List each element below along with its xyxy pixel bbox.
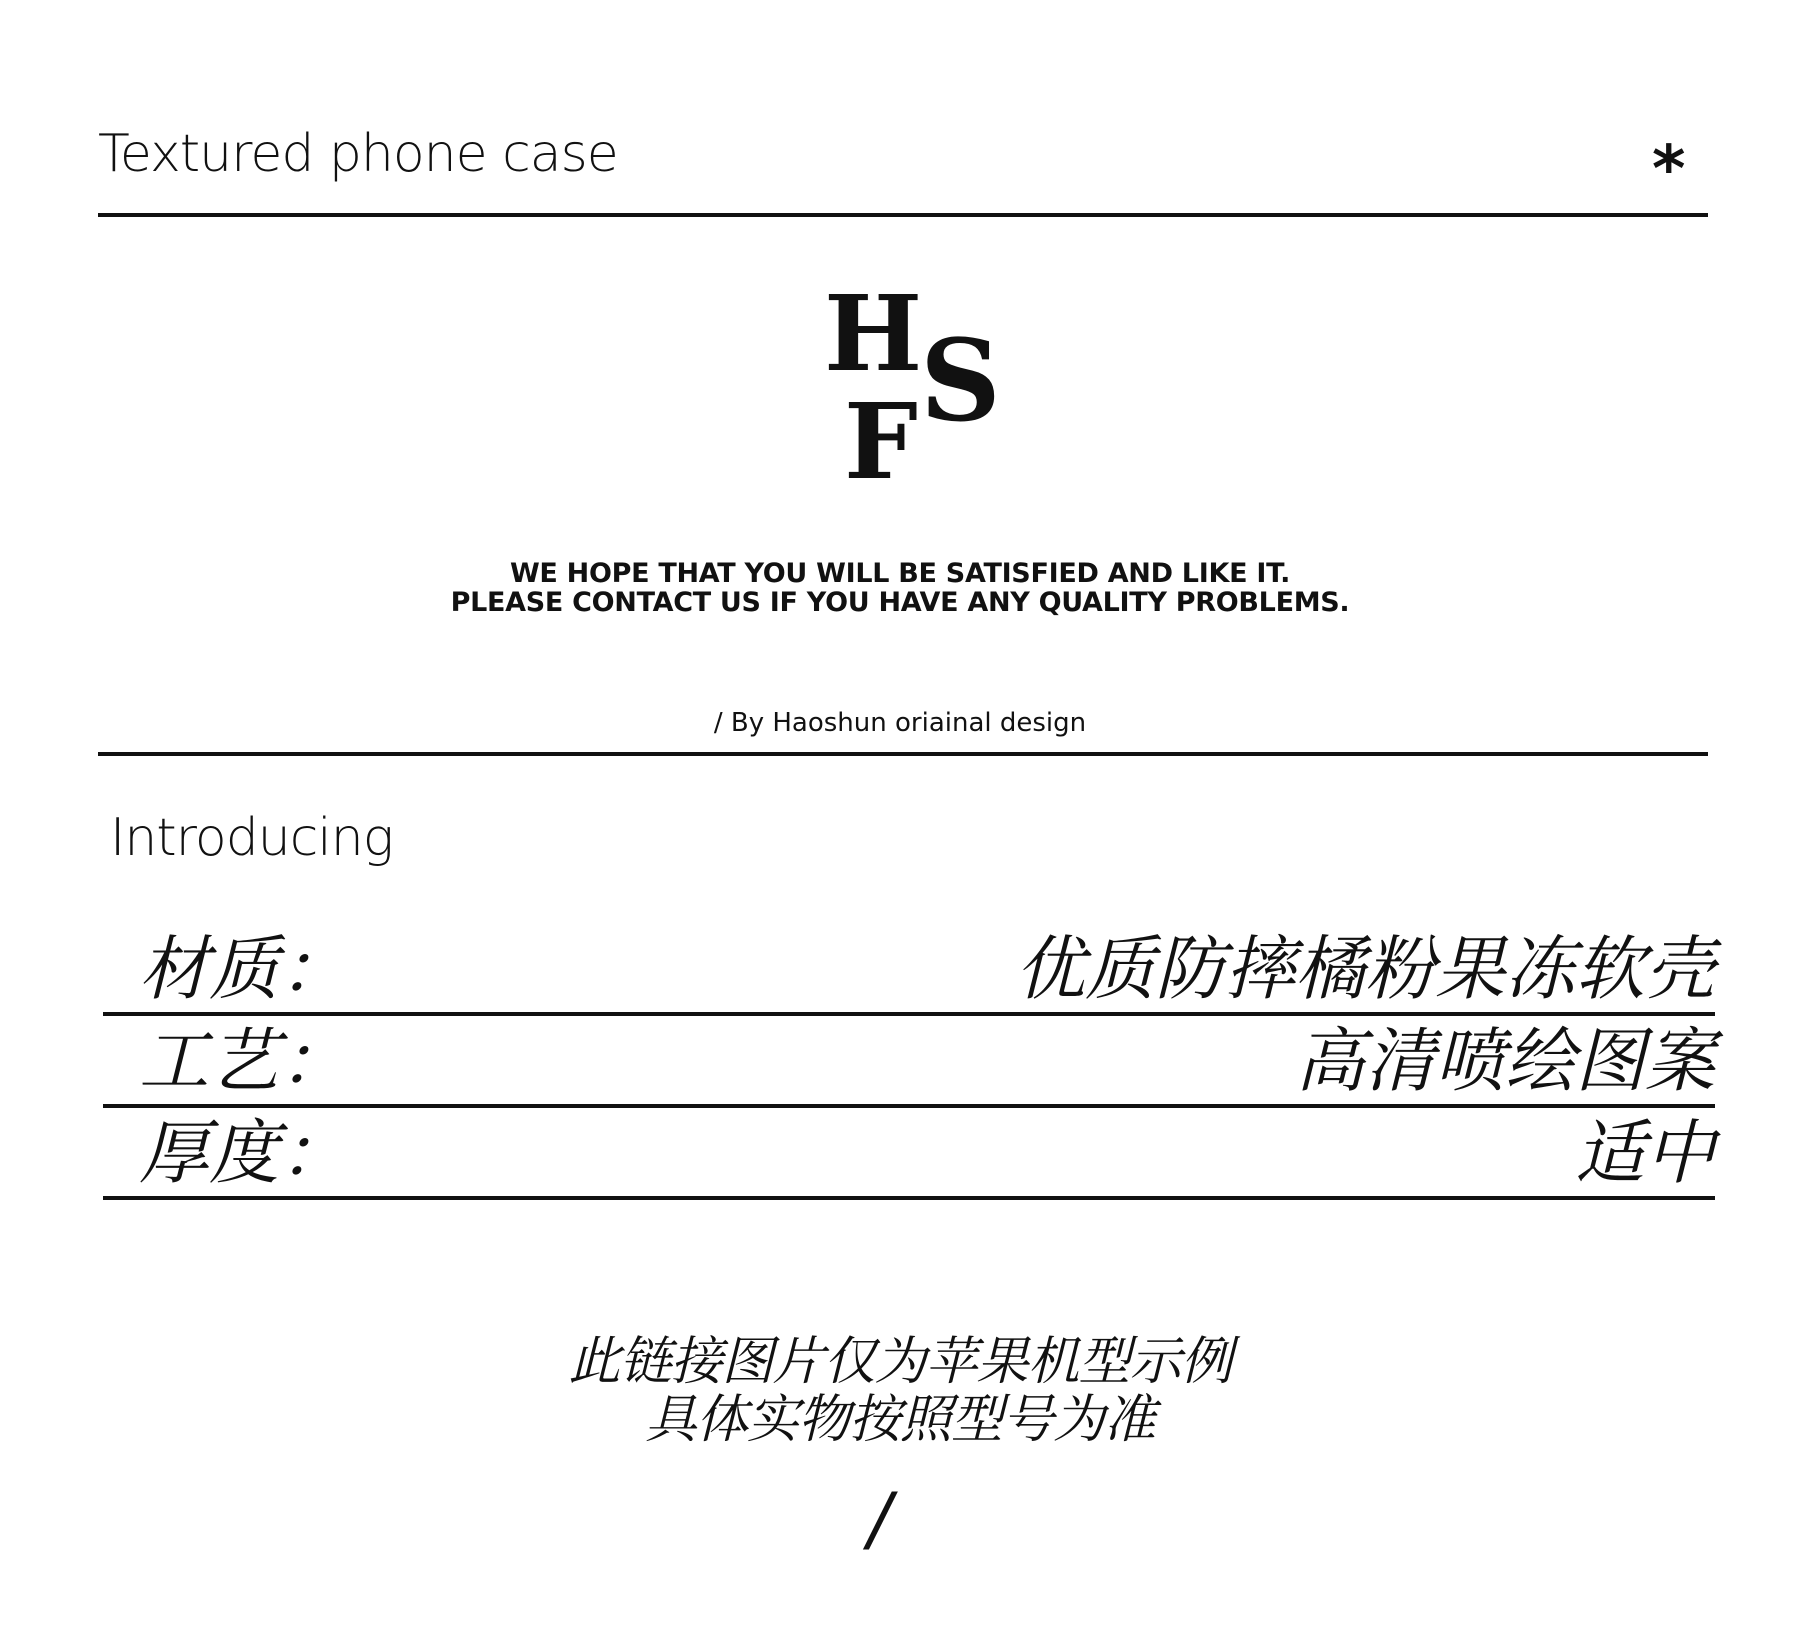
hsf-monogram-logo <box>820 272 1010 503</box>
spec-row-craft <box>103 1016 1715 1108</box>
section-heading-introducing: Introducing <box>110 808 393 868</box>
middle-divider <box>98 752 1708 756</box>
spec-row-material <box>103 924 1715 1016</box>
logo-letter-f: F <box>844 380 918 503</box>
spec-value: 适中 <box>1575 1112 1715 1194</box>
tagline-line-2: PLEASE CONTACT US IF YOU HAVE ANY QUALITY PROBLEMS. <box>450 587 1350 618</box>
tagline-line-1: WE HOPE THAT YOU WILL BE SATISFIED AND LIKE IT. <box>509 558 1291 589</box>
spec-value: 优质防摔橘粉果冻软壳 <box>1015 928 1715 1010</box>
footer-slash: / <box>868 1478 892 1560</box>
spec-label: 材质： <box>139 928 349 1010</box>
page-title: Textured phone case <box>98 124 618 184</box>
spec-row-thickness <box>103 1108 1715 1200</box>
spec-label: 厚度： <box>139 1112 349 1194</box>
disclaimer-line-2: 具体实物按照型号为准 <box>644 1390 1155 1450</box>
logo-letter-h: H <box>824 272 923 395</box>
asterisk-icon: * <box>1652 133 1686 207</box>
disclaimer-line-1: 此链接图片仅为苹果机型示例 <box>568 1332 1232 1392</box>
designer-byline: / By Haoshun oriainal design <box>713 708 1087 738</box>
spec-label: 工艺： <box>139 1020 349 1102</box>
top-divider <box>98 213 1708 217</box>
logo-letter-s: S <box>920 316 1001 447</box>
spec-value: 高清喷绘图案 <box>1295 1020 1715 1102</box>
